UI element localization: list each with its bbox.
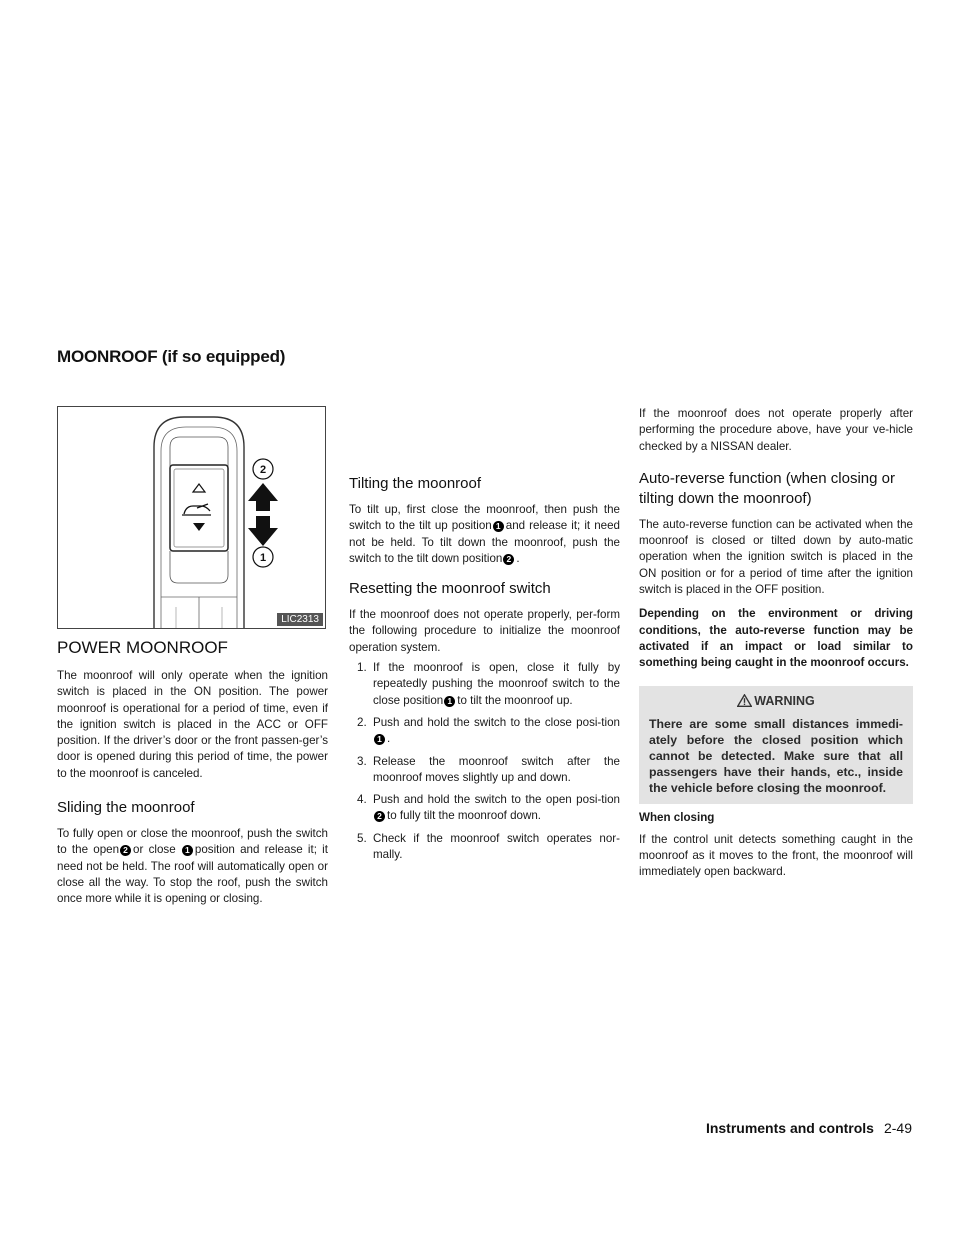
reset-step xyxy=(349,754,620,787)
page-footer xyxy=(706,1120,912,1136)
reset-step xyxy=(349,715,620,748)
section-title: MOONROOF (if so equipped) xyxy=(57,347,286,366)
column-2 xyxy=(349,406,620,869)
tilting-heading: Tilting the moonroof xyxy=(349,475,482,492)
figure-code: LIC2313 xyxy=(277,613,323,626)
step-number: 3. xyxy=(357,754,367,768)
moonroof-switch-illustration xyxy=(58,407,325,628)
resetting-intro: If the moonroof does not operate properly, per-form the following procedure to initialize the moonroof operation system. xyxy=(349,608,620,654)
callout-circle: 2 xyxy=(374,811,385,822)
tilting-text-3: . xyxy=(516,551,520,565)
sliding-text-1: To fully open or close the moonroof, push the switch to the open xyxy=(57,827,328,857)
callout-circle: 2 xyxy=(120,845,131,856)
sliding-body-part1 xyxy=(57,826,328,907)
step-number: 5. xyxy=(357,831,367,845)
when-closing-heading: When closing xyxy=(639,810,715,824)
step-number: 2. xyxy=(357,715,367,729)
warning-header xyxy=(649,692,903,710)
footer-section: Instruments and controls xyxy=(705,1120,874,1136)
power-moonroof-body: The moonroof will only operate when the ignition switch is placed in the ON position. The power moonroof is operational for a period of time, even if the ignition switch is placed in the ACC or OFF position. If the driver’s door or the front passen-ger’s door is opened during this period of time, the power to the moonroof is canceled. xyxy=(57,669,328,780)
reset-steps-list xyxy=(349,660,620,863)
moonroof-switch-figure xyxy=(57,406,326,629)
page-number: 2-49 xyxy=(883,1120,912,1136)
step-text: Check if the moonroof switch operates nor-mally. xyxy=(373,831,620,862)
sliding-text-3: position and release it; it need not be held. The roof will automatically open or close all the way. To stop the roof, push the switch once more while it is opening or closing. xyxy=(57,843,328,906)
step-number: 1. xyxy=(357,661,367,675)
warning-triangle-icon xyxy=(737,694,752,707)
step-number: 4. xyxy=(357,793,367,807)
when-closing-body: If the control unit detects something caught in the moonroof as it moves to the front, the moonroof will immediately open backward. xyxy=(639,832,913,879)
tilting-text-1: To tilt up, first close the moonroof, then push the switch to the tilt up position xyxy=(349,503,620,533)
auto-reverse-heading: Auto-reverse function (when closing or tilting down the moonroof) xyxy=(639,469,895,507)
callout-1: 1 xyxy=(259,552,267,564)
callout-circle: 1 xyxy=(493,521,504,532)
callout-circle: 1 xyxy=(182,845,193,856)
step-text: Push and hold the switch to the open posi-tion xyxy=(373,793,620,807)
callout-2: 2 xyxy=(259,464,267,476)
auto-reverse-note: Depending on the environment or driving conditions, the auto-reverse function may be activated if an impact or load similar to something being caught in the moonroof occurs. xyxy=(639,607,913,670)
callout-circle: 1 xyxy=(444,696,455,707)
step-text: Release the moonroof switch after the moonroof moves slightly up and down. xyxy=(373,754,620,784)
step-text: Push and hold the switch to the close posi-tion xyxy=(373,715,620,729)
reset-step xyxy=(349,831,620,864)
sliding-text-2: or close xyxy=(133,843,176,857)
resetting-after: If the moonroof does not operate properly after performing the procedure above, have your ve-hicle checked by a NISSAN dealer. xyxy=(639,407,913,453)
warning-box xyxy=(639,686,913,804)
tilting-body xyxy=(349,502,620,567)
reset-step xyxy=(349,792,620,825)
tilting-text-2: and release it; it need not be held. To tilt down the moonroof, push the switch to the tilt down position xyxy=(349,519,620,565)
sliding-heading: Sliding the moonroof xyxy=(57,799,195,817)
auto-reverse-body: The auto-reverse function can be activated when the moonroof is closed or tilted down by auto-matic operation when the ignition switch is placed in the ON position or for a period of time after the ignition switch is placed in the OFF position. xyxy=(639,517,913,597)
step-text: If the moonroof is open, close it fully by repeatedly pushing the moonroof switch to the close position xyxy=(373,661,620,707)
resetting-heading: Resetting the moonroof switch xyxy=(349,580,551,598)
warning-text: There are some small distances immedi-ately before the closed position which cannot be detected. Make sure that all passengers have their hands, etc., inside the vehicle before closing the moonroof. xyxy=(649,716,903,795)
reset-step xyxy=(349,660,620,709)
step-text-end: . xyxy=(387,732,391,746)
column-3 xyxy=(639,406,913,881)
power-moonroof-heading: POWER MOONROOF xyxy=(57,638,228,657)
step-text-end: to fully tilt the moonroof down. xyxy=(387,809,542,823)
step-text-end: to tilt the moonroof up. xyxy=(457,693,573,707)
column-1 xyxy=(57,638,328,908)
warning-title: WARNING xyxy=(754,693,815,708)
callout-circle: 2 xyxy=(503,554,514,565)
callout-circle: 1 xyxy=(374,734,385,745)
